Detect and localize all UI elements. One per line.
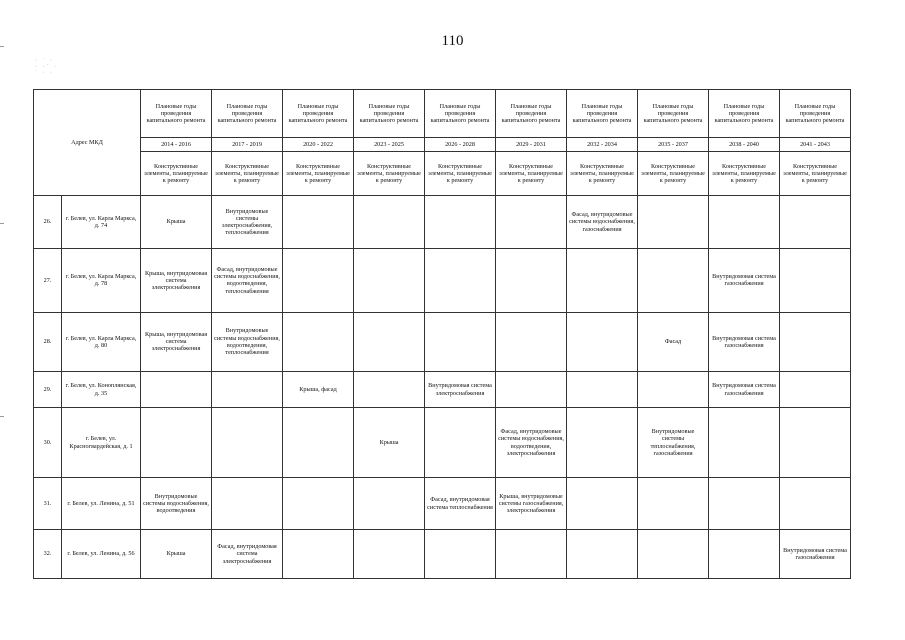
repair-elements-cell: Внутридомовые системы электроснабжения, теплоснабжения bbox=[212, 196, 283, 249]
building-address: г. Белев, ул. Ленина, д. 51 bbox=[62, 478, 141, 530]
table-row bbox=[34, 249, 851, 312]
repair-elements-cell bbox=[496, 249, 567, 312]
repair-elements-cell bbox=[496, 196, 567, 249]
elements-header: Конструктивные элементы, планируемые к ремонту bbox=[709, 152, 780, 196]
repair-elements-cell bbox=[638, 530, 709, 579]
period-years: 2035 - 2037 bbox=[638, 138, 709, 152]
repair-elements-cell bbox=[567, 312, 638, 371]
repair-elements-cell bbox=[638, 478, 709, 530]
repair-elements-cell bbox=[354, 530, 425, 579]
repair-elements-cell bbox=[283, 530, 354, 579]
repair-elements-cell bbox=[567, 408, 638, 478]
repair-elements-cell bbox=[496, 312, 567, 371]
repair-elements-cell: Крыша, внутридомовые системы газоснабжения, электроснабжения bbox=[496, 478, 567, 530]
capital-repair-schedule-table bbox=[33, 89, 851, 579]
edge-mark bbox=[0, 416, 4, 417]
repair-elements-cell bbox=[283, 312, 354, 371]
repair-elements-cell bbox=[709, 408, 780, 478]
repair-elements-cell: Крыша, внутридомовая система электроснабжения bbox=[141, 312, 212, 371]
repair-elements-cell: Фасад, внутридомовые системы водоснабжения, газоснабжения bbox=[567, 196, 638, 249]
repair-elements-cell bbox=[354, 312, 425, 371]
repair-elements-cell bbox=[354, 478, 425, 530]
repair-elements-cell bbox=[425, 312, 496, 371]
repair-elements-cell bbox=[212, 478, 283, 530]
period-header: Плановые годы проведения капитального ремонта bbox=[496, 90, 567, 138]
period-years: 2041 - 2043 bbox=[780, 138, 851, 152]
repair-elements-cell: Внутридомовая система газоснабжения bbox=[709, 249, 780, 312]
repair-elements-cell bbox=[780, 478, 851, 530]
period-header: Плановые годы проведения капитального ремонта bbox=[425, 90, 496, 138]
scan-artifact: · ˙ · · ·˙ · ˙ · · bbox=[35, 58, 58, 76]
repair-elements-cell: Внутридомовые системы теплоснабжения, газоснабжения bbox=[638, 408, 709, 478]
row-number: 30. bbox=[34, 408, 62, 478]
repair-elements-cell bbox=[141, 371, 212, 407]
repair-elements-cell bbox=[780, 312, 851, 371]
period-years: 2017 - 2019 bbox=[212, 138, 283, 152]
repair-elements-cell: Внутридомовые системы водоснабжения, водоотведения, теплоснабжения bbox=[212, 312, 283, 371]
repair-elements-cell bbox=[638, 371, 709, 407]
period-header: Плановые годы проведения капитального ремонта bbox=[212, 90, 283, 138]
repair-elements-cell: Крыша, фасад bbox=[283, 371, 354, 407]
repair-elements-cell: Фасад, внутридомовая система электроснабжения bbox=[212, 530, 283, 579]
table-row bbox=[34, 371, 851, 407]
repair-elements-cell bbox=[496, 530, 567, 579]
page-number: 110 bbox=[441, 33, 464, 49]
repair-elements-cell bbox=[354, 196, 425, 249]
row-number: 28. bbox=[34, 312, 62, 371]
row-number: 26. bbox=[34, 196, 62, 249]
edge-mark bbox=[0, 223, 4, 224]
repair-elements-cell: Крыша bbox=[354, 408, 425, 478]
repair-elements-cell: Внутридомовая система электроснабжения bbox=[425, 371, 496, 407]
table-row bbox=[34, 408, 851, 478]
period-years: 2023 - 2025 bbox=[354, 138, 425, 152]
repair-elements-cell bbox=[425, 196, 496, 249]
elements-header: Конструктивные элементы, планируемые к ремонту bbox=[212, 152, 283, 196]
elements-header: Конструктивные элементы, планируемые к ремонту bbox=[567, 152, 638, 196]
row-number: 32. bbox=[34, 530, 62, 579]
repair-elements-cell bbox=[567, 478, 638, 530]
repair-elements-cell: Крыша, внутридомовая система электроснабжения bbox=[141, 249, 212, 312]
repair-elements-cell bbox=[780, 196, 851, 249]
row-number: 29. bbox=[34, 371, 62, 407]
repair-elements-cell bbox=[425, 249, 496, 312]
elements-header: Конструктивные элементы, планируемые к ремонту bbox=[638, 152, 709, 196]
table-row bbox=[34, 196, 851, 249]
repair-elements-cell bbox=[567, 249, 638, 312]
repair-elements-cell: Фасад, внутридомовые системы водоснабжения, водоотведения, электроснабжения bbox=[496, 408, 567, 478]
period-years: 2014 - 2016 bbox=[141, 138, 212, 152]
repair-elements-cell bbox=[212, 371, 283, 407]
repair-elements-cell bbox=[638, 249, 709, 312]
repair-elements-cell bbox=[567, 530, 638, 579]
elements-header: Конструктивные элементы, планируемые к ремонту bbox=[780, 152, 851, 196]
period-header: Плановые годы проведения капитального ремонта bbox=[709, 90, 780, 138]
period-years: 2029 - 2031 bbox=[496, 138, 567, 152]
period-header: Плановые годы проведения капитального ремонта bbox=[780, 90, 851, 138]
repair-elements-cell bbox=[709, 196, 780, 249]
period-header: Плановые годы проведения капитального ремонта bbox=[283, 90, 354, 138]
table-row bbox=[34, 530, 851, 579]
repair-elements-cell: Фасад, внутридомовые системы водоснабжения, водоотведения, теплоснабжения bbox=[212, 249, 283, 312]
building-address: г. Белев, ул. Коноплянская, д. 35 bbox=[62, 371, 141, 407]
repair-elements-cell bbox=[780, 249, 851, 312]
table-row bbox=[34, 478, 851, 530]
repair-elements-cell: Фасад bbox=[638, 312, 709, 371]
row-number: 27. bbox=[34, 249, 62, 312]
repair-elements-cell bbox=[709, 530, 780, 579]
row-number: 31. bbox=[34, 478, 62, 530]
repair-elements-cell: Внутридомовые системы водоснабжения, водоотведения bbox=[141, 478, 212, 530]
elements-header: Конструктивные элементы, планируемые к ремонту bbox=[425, 152, 496, 196]
repair-elements-cell bbox=[283, 196, 354, 249]
repair-elements-cell: Фасад, внутридомовая система теплоснабжения bbox=[425, 478, 496, 530]
building-address: г. Белев, ул. Карла Маркса, д. 80 bbox=[62, 312, 141, 371]
period-years: 2038 - 2040 bbox=[709, 138, 780, 152]
repair-elements-cell bbox=[638, 196, 709, 249]
elements-header: Конструктивные элементы, планируемые к ремонту bbox=[141, 152, 212, 196]
period-header: Плановые годы проведения капитального ремонта bbox=[141, 90, 212, 138]
repair-elements-cell bbox=[354, 371, 425, 407]
repair-elements-cell bbox=[283, 408, 354, 478]
repair-elements-cell: Внутридомовая система газоснабжения bbox=[709, 312, 780, 371]
repair-elements-cell bbox=[354, 249, 425, 312]
repair-elements-cell bbox=[212, 408, 283, 478]
repair-elements-cell bbox=[283, 478, 354, 530]
repair-elements-cell: Внутридомовая система газоснабжения bbox=[709, 371, 780, 407]
address-header: Адрес МКД bbox=[34, 90, 141, 196]
repair-elements-cell bbox=[567, 371, 638, 407]
period-header: Плановые годы проведения капитального ремонта bbox=[638, 90, 709, 138]
building-address: г. Белев, ул. Карла Маркса, д. 74 bbox=[62, 196, 141, 249]
period-header: Плановые годы проведения капитального ремонта bbox=[354, 90, 425, 138]
repair-elements-cell bbox=[425, 530, 496, 579]
edge-mark bbox=[0, 46, 4, 47]
repair-elements-cell bbox=[425, 408, 496, 478]
building-address: г. Белев, ул. Карла Маркса, д. 78 bbox=[62, 249, 141, 312]
repair-elements-cell bbox=[141, 408, 212, 478]
period-years: 2026 - 2028 bbox=[425, 138, 496, 152]
repair-elements-cell: Крыша bbox=[141, 530, 212, 579]
period-years: 2032 - 2034 bbox=[567, 138, 638, 152]
repair-elements-cell bbox=[496, 371, 567, 407]
table-row bbox=[34, 312, 851, 371]
elements-header: Конструктивные элементы, планируемые к ремонту bbox=[354, 152, 425, 196]
elements-header: Конструктивные элементы, планируемые к ремонту bbox=[496, 152, 567, 196]
building-address: г. Белев, ул. Ленина, д. 56 bbox=[62, 530, 141, 579]
elements-header: Конструктивные элементы, планируемые к ремонту bbox=[283, 152, 354, 196]
repair-elements-cell: Крыша bbox=[141, 196, 212, 249]
repair-elements-cell bbox=[780, 408, 851, 478]
building-address: г. Белев, ул. Красногвардейская, д. 1 bbox=[62, 408, 141, 478]
repair-elements-cell bbox=[780, 371, 851, 407]
period-years: 2020 - 2022 bbox=[283, 138, 354, 152]
repair-elements-cell bbox=[709, 478, 780, 530]
repair-elements-cell bbox=[283, 249, 354, 312]
repair-elements-cell: Внутридомовая система газоснабжения bbox=[780, 530, 851, 579]
period-header: Плановые годы проведения капитального ремонта bbox=[567, 90, 638, 138]
